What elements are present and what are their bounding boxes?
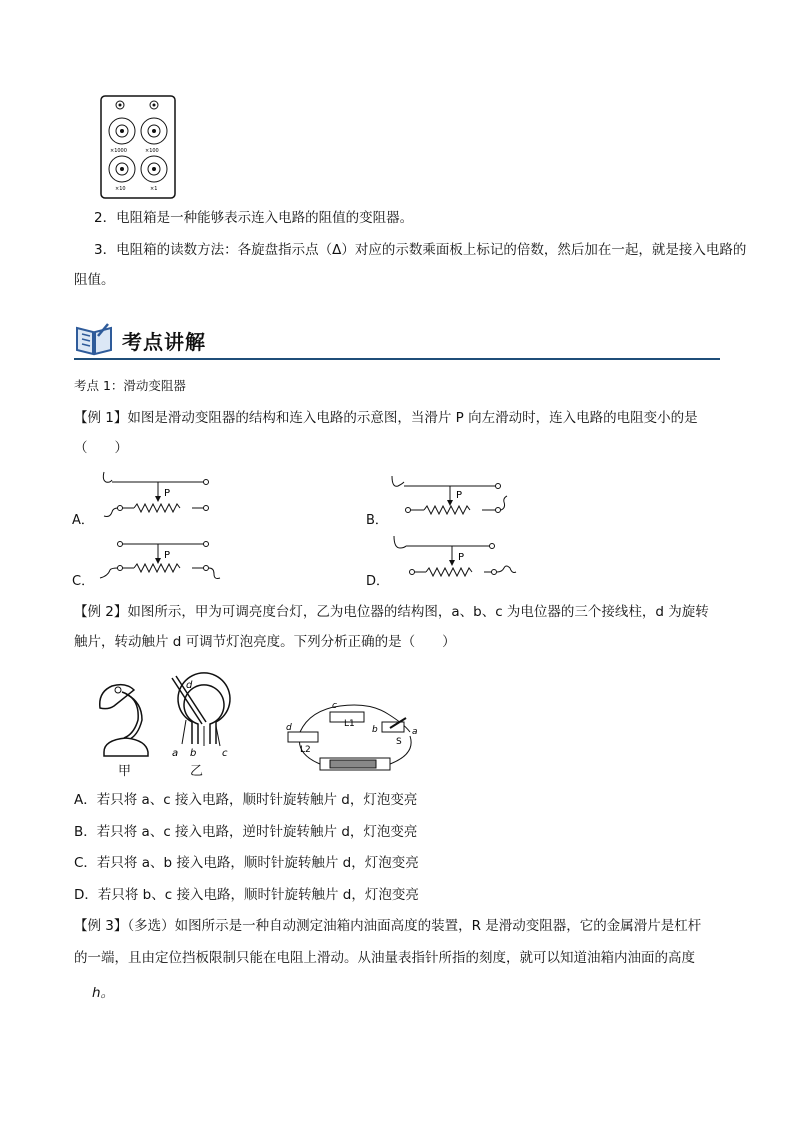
- example-3-question-end: h。: [92, 985, 115, 1001]
- svg-text:P: P: [164, 488, 171, 499]
- svg-text:d: d: [186, 680, 193, 691]
- example-2-choice-b: B．若只将 a、c 接入电路，逆时针旋转触片 d，灯泡变亮: [74, 824, 418, 840]
- example-2-question-cont: 触片，转动触片 d 可调节灯泡亮度。下列分析正确的是（ ）: [74, 634, 456, 650]
- resistance-box-figure: [100, 95, 176, 199]
- topic-heading: 考点 1：滑动变阻器: [74, 378, 186, 393]
- lamp-circuit-figure: [280, 692, 430, 772]
- option-c-label: C．: [72, 574, 95, 589]
- section-title: 考点讲解: [122, 330, 206, 354]
- section-rule: [74, 358, 720, 360]
- rheostat-diagram-d: [392, 534, 518, 584]
- svg-text:P: P: [164, 550, 171, 561]
- svg-text:c: c: [332, 701, 337, 711]
- svg-text:P: P: [456, 490, 463, 501]
- example-2-choice-c: C．若只将 a、b 接入电路，顺时针旋转触片 d，灯泡变亮: [74, 855, 419, 871]
- example-2-choice-d: D．若只将 b、c 接入电路，顺时针旋转触片 d，灯泡变亮: [74, 887, 419, 903]
- option-d-label: D．: [366, 574, 390, 589]
- svg-text:b: b: [190, 748, 197, 759]
- option-b-label: B．: [366, 513, 388, 528]
- example-1-question: 【例 1】如图是滑动变阻器的结构和连入电路的示意图，当滑片 P 向左滑动时，连入电路的电阻变小的是: [74, 410, 698, 426]
- caption-jia: 甲: [118, 764, 132, 779]
- svg-text:a: a: [412, 727, 418, 737]
- caption-yi: 乙: [190, 764, 204, 779]
- svg-text:d: d: [286, 723, 292, 733]
- section-header: [74, 318, 720, 360]
- desk-lamp-figure: [94, 680, 156, 764]
- option-a-label: A．: [72, 513, 94, 528]
- svg-text:c: c: [222, 748, 228, 759]
- book-icon: [74, 320, 114, 356]
- svg-text:L2: L2: [300, 745, 311, 755]
- svg-text:×1000: ×1000: [110, 148, 127, 154]
- example-3-question: 【例 3】（多选）如图所示是一种自动测定油箱内油面高度的装置，R 是滑动变阻器，它的金属滑片是杠杆: [74, 918, 702, 934]
- svg-text:a: a: [172, 748, 179, 759]
- example-3-question-cont: 的一端，且由定位挡板限制只能在电阻上滑动。从油量表指针所指的刻度，就可以知道油箱内油面的高度: [74, 950, 695, 966]
- svg-text:L1: L1: [344, 719, 355, 729]
- svg-text:b: b: [372, 725, 378, 735]
- potentiometer-figure: [162, 664, 244, 764]
- rheostat-diagram-c: [96, 536, 222, 586]
- example-1-blank: （ ）: [74, 440, 128, 456]
- intro-point-3: 3．电阻箱的读数方法：各旋盘指示点（Δ）对应的示数乘面板上标记的倍数，然后加在一起，就是接入电路的: [94, 242, 747, 258]
- svg-text:×100: ×100: [145, 148, 159, 154]
- svg-text:P: P: [458, 552, 465, 563]
- rheostat-diagram-b: [390, 474, 510, 524]
- intro-point-2: 2．电阻箱是一种能够表示连入电路的阻值的变阻器。: [94, 210, 414, 226]
- example-2-question: 【例 2】如图所示，甲为可调亮度台灯，乙为电位器的结构图，a、b、c 为电位器的三个接线柱，d 为旋转: [74, 604, 709, 620]
- svg-text:S: S: [396, 737, 402, 747]
- intro-point-3-cont: 阻值。: [74, 272, 115, 288]
- rheostat-diagram-a: [100, 470, 220, 520]
- example-2-choice-a: A．若只将 a、c 接入电路，顺时针旋转触片 d，灯泡变亮: [74, 792, 418, 808]
- svg-text:×1: ×1: [150, 186, 158, 192]
- svg-text:×10: ×10: [115, 186, 126, 192]
